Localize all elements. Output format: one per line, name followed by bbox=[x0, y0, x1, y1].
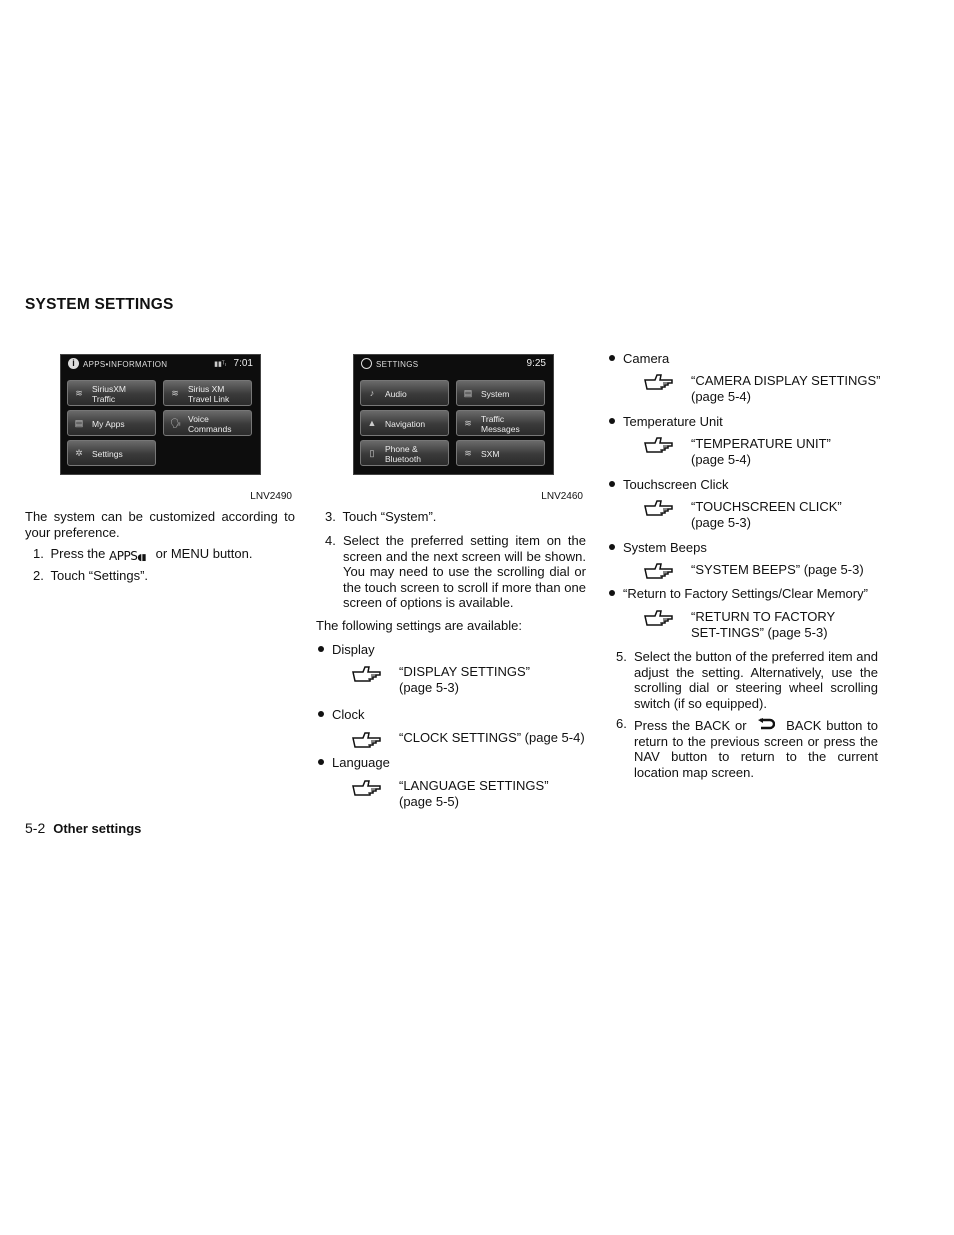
bullet bbox=[318, 711, 324, 717]
signal-icon: ▮▮ᵀₗ bbox=[214, 361, 226, 368]
bullet bbox=[609, 355, 615, 361]
bullet bbox=[318, 759, 324, 765]
sxm-icon: ≋ bbox=[464, 448, 472, 458]
screen-header bbox=[61, 355, 260, 373]
available-settings-intro: The following settings are available: bbox=[316, 618, 522, 633]
screen-clock: 9:25 bbox=[526, 358, 546, 369]
step-1: 1. Press the APPS◖▮ or MENU button. bbox=[33, 546, 295, 565]
screen-title: APPS•INFORMATION bbox=[83, 360, 168, 369]
display-reference: “DISPLAY SETTINGS” (page 5-3) bbox=[399, 664, 530, 695]
setting-clock: Clock bbox=[332, 707, 365, 722]
setting-language: Language bbox=[332, 755, 390, 770]
step-4-number: 4. bbox=[325, 533, 336, 548]
step-5-number: 5. bbox=[616, 649, 627, 664]
traffic-icon: ≋ bbox=[464, 418, 472, 428]
apps-information-screenshot bbox=[60, 354, 261, 475]
settings-button[interactable]: ✲ Settings bbox=[67, 440, 156, 466]
setting-system-beeps: System Beeps bbox=[623, 540, 707, 555]
my-apps-button[interactable]: ▤ My Apps bbox=[67, 410, 156, 436]
step-4: Select the preferred setting item on the screen and the next screen will be shown. You may need to use the scrolling dial or the touch screen to scroll if more than one screen of options is available. bbox=[343, 533, 586, 610]
back-arrow-icon bbox=[757, 718, 775, 732]
temperature-unit-reference: “TEMPERATURE UNIT” (page 5-4) bbox=[691, 436, 831, 467]
system-beeps-reference: “SYSTEM BEEPS” (page 5-3) bbox=[691, 562, 864, 577]
step-3: 3. Touch “System”. bbox=[325, 509, 437, 524]
navigation-button[interactable]: ▲ Navigation bbox=[360, 410, 449, 436]
reference-hand-icon bbox=[351, 730, 385, 748]
step-5: Select the button of the preferred item and adjust the setting. Alternatively, use the scrolling dial or steering wheel scrolling switch (if so equipped). bbox=[634, 649, 878, 711]
reference-hand-icon bbox=[643, 498, 677, 516]
system-icon: ▤ bbox=[463, 388, 473, 398]
bullet bbox=[609, 481, 615, 487]
screen-title: SETTINGS bbox=[376, 360, 419, 369]
gear-icon: ✲ bbox=[75, 448, 83, 458]
setting-touchscreen-click: Touchscreen Click bbox=[623, 477, 729, 492]
sirius-xm-travel-link-button[interactable]: ≋ Sirius XM Travel Link bbox=[163, 380, 252, 406]
voice-commands-button[interactable]: 🗣 Voice Commands bbox=[163, 410, 252, 436]
bullet bbox=[318, 646, 324, 652]
screen-header bbox=[354, 355, 553, 373]
traffic-icon: ≋ bbox=[75, 388, 83, 398]
settings-icon bbox=[361, 358, 372, 369]
settings-screenshot bbox=[353, 354, 554, 475]
setting-return-to-factory: “Return to Factory Settings/Clear Memory” bbox=[623, 586, 868, 601]
bullet bbox=[609, 590, 615, 596]
language-reference: “LANGUAGE SETTINGS” (page 5-5) bbox=[399, 778, 549, 809]
section-heading: SYSTEM SETTINGS bbox=[25, 296, 174, 313]
reference-hand-icon bbox=[643, 435, 677, 453]
siriusxm-traffic-button[interactable]: ≋ SiriusXM Traffic bbox=[67, 380, 156, 406]
audio-button[interactable]: ♪ Audio bbox=[360, 380, 449, 406]
reference-hand-icon bbox=[351, 778, 385, 796]
touchscreen-click-reference: “TOUCHSCREEN CLICK” (page 5-3) bbox=[691, 499, 842, 530]
phone-icon: ▯ bbox=[369, 448, 375, 458]
setting-camera: Camera bbox=[623, 351, 670, 366]
voice-icon: 🗣 bbox=[170, 418, 182, 428]
camera-reference: “CAMERA DISPLAY SETTINGS” (page 5-4) bbox=[691, 373, 881, 404]
phone-bluetooth-button[interactable]: ▯ Phone & Bluetooth bbox=[360, 440, 449, 466]
navigation-arrow-icon: ▲ bbox=[367, 418, 377, 428]
sxm-button[interactable]: ≋ SXM bbox=[456, 440, 545, 466]
step-6-number: 6. bbox=[616, 716, 627, 731]
reference-hand-icon bbox=[643, 561, 677, 579]
setting-display: Display bbox=[332, 642, 375, 657]
reference-hand-icon bbox=[351, 664, 385, 682]
step-2: 2. Touch “Settings”. bbox=[33, 568, 149, 583]
clock-reference: “CLOCK SETTINGS” (page 5-4) bbox=[399, 730, 585, 745]
travel-link-icon: ≋ bbox=[171, 388, 179, 398]
reference-hand-icon bbox=[643, 372, 677, 390]
traffic-messages-button[interactable]: ≋ Traffic Messages bbox=[456, 410, 545, 436]
info-icon: i bbox=[68, 358, 79, 369]
system-button[interactable]: ▤ System bbox=[456, 380, 545, 406]
return-to-factory-reference: “RETURN TO FACTORY SET-TINGS” (page 5-3) bbox=[691, 609, 835, 640]
section-name: Other settings bbox=[53, 821, 142, 836]
bullet bbox=[609, 418, 615, 424]
screen-clock: 7:01 bbox=[233, 358, 253, 369]
apps-button-icon: APPS◖▮ bbox=[109, 549, 147, 563]
figure1-caption: LNV2490 bbox=[250, 491, 292, 502]
page-footer bbox=[25, 820, 141, 836]
music-note-icon: ♪ bbox=[369, 388, 375, 398]
step-6: Press the BACK or BACK button to return to the previous screen or press the NAV button to return to the current location map screen. bbox=[634, 718, 878, 780]
setting-temperature-unit: Temperature Unit bbox=[623, 414, 723, 429]
page-number: 5-2 bbox=[25, 820, 46, 836]
figure2-caption: LNV2460 bbox=[541, 491, 583, 502]
intro-paragraph: The system can be customized according to your preference. bbox=[25, 509, 295, 540]
bullet bbox=[609, 544, 615, 550]
apps-icon: ▤ bbox=[74, 418, 84, 428]
reference-hand-icon bbox=[643, 608, 677, 626]
